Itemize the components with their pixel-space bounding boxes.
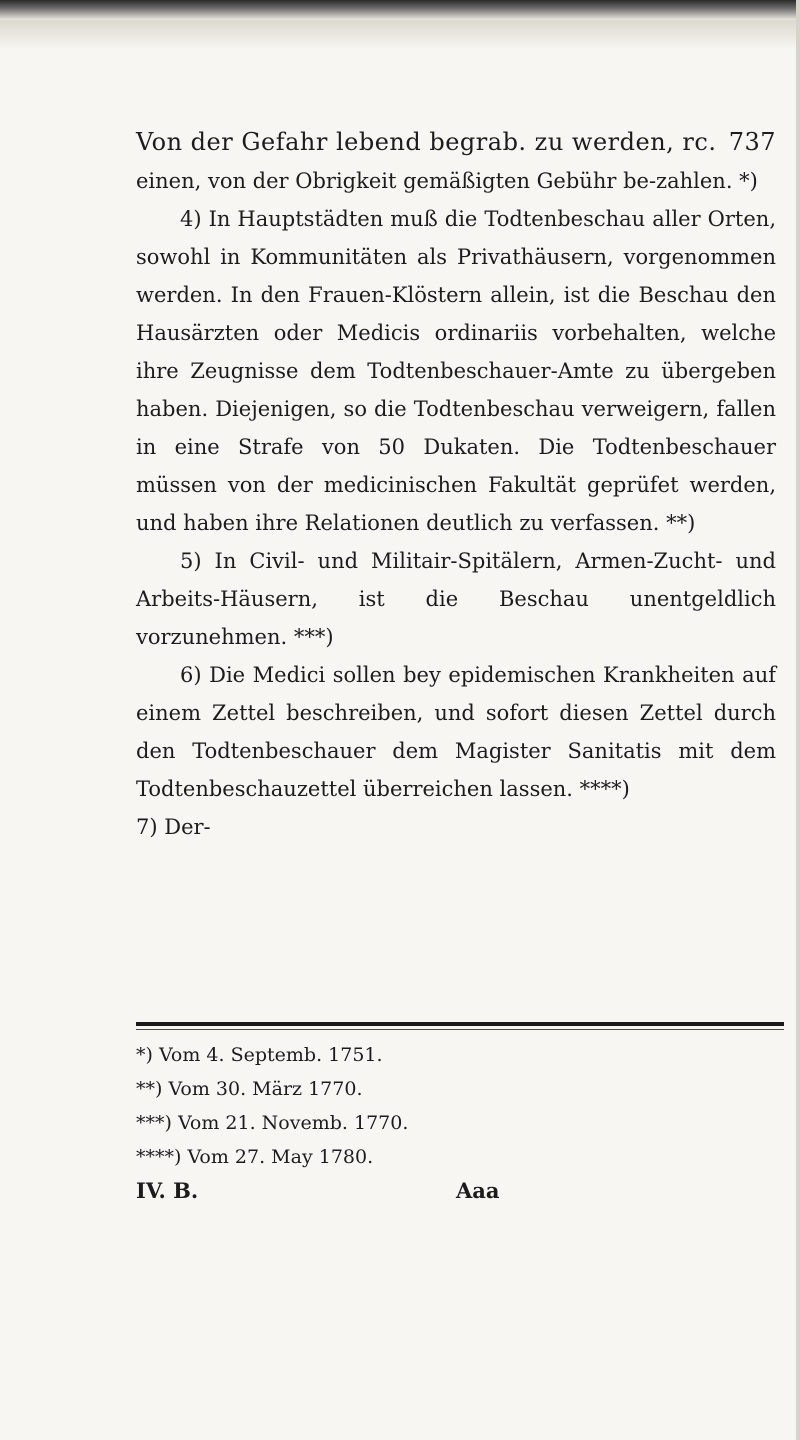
page-top-edge xyxy=(0,0,800,20)
running-title: Von der Gefahr lebend begrab. zu werden, rc. xyxy=(136,128,717,156)
paragraph-continuation: einen, von der Obrigkeit gemäßigten Gebühr be-zahlen. *) xyxy=(136,169,758,193)
page-number: 737 xyxy=(728,128,776,156)
footnotes xyxy=(136,1038,776,1174)
footnote-2: **) Vom 30. März 1770. xyxy=(136,1078,363,1100)
footnote-rule xyxy=(136,1022,784,1026)
paragraph-5: 5) In Civil- und Militair-Spitälern, Armen-Zucht- und Arbeits-Häusern, ist die Beschau unentgeldlich vorzunehmen. ***) xyxy=(136,549,776,649)
sheet-signature: Aaa xyxy=(456,1178,500,1203)
catchword: 7) Der- xyxy=(136,815,211,839)
main-text xyxy=(136,162,776,846)
footnote-3: ***) Vom 21. Novemb. 1770. xyxy=(136,1112,409,1134)
running-header xyxy=(136,128,776,156)
footnote-4: ****) Vom 27. May 1780. xyxy=(136,1146,374,1168)
paragraph-4: 4) In Hauptstädten muß die Todtenbeschau aller Orten, sowohl in Kommunitäten als Privathäusern, vorgenommen werden. In den Frauen-Klöstern allein, ist die Beschau den Hausärzten oder Medicis ordinariis vorbehalten, welche ihre Zeugnisse dem Todtenbeschauer-Amte zu übergeben haben. Diejenigen, so die Todtenbeschau verweigern, fallen in eine Strafe von 50 Dukaten. Die Todtenbeschauer müssen von der medicinischen Fakultät geprüfet werden, und haben ihre Relationen deutlich zu verfassen. **) xyxy=(136,207,776,535)
signature-line xyxy=(136,1178,556,1203)
paragraph-6: 6) Die Medici sollen bey epidemischen Krankheiten auf einem Zettel beschreiben, und sofort diesen Zettel durch den Todtenbeschauer dem Magister Sanitatis mit dem Todtenbeschauzettel überreichen lassen. ****) xyxy=(136,663,776,801)
page-right-edge xyxy=(796,0,800,1440)
footnote-rule-thin xyxy=(136,1029,784,1030)
footnote-1: *) Vom 4. Septemb. 1751. xyxy=(136,1044,383,1066)
volume-signature: IV. B. xyxy=(136,1178,199,1203)
page-top-shadow xyxy=(0,20,800,50)
